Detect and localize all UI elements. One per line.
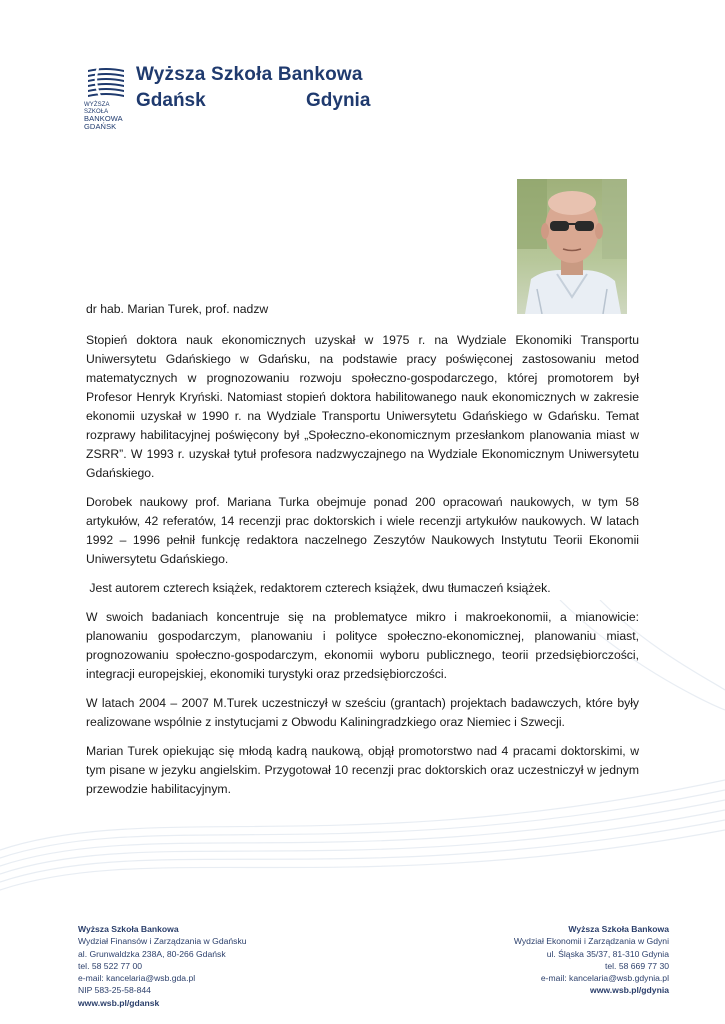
bio-paragraph: Dorobek naukowy prof. Mariana Turka obejmuje ponad 200 opracowań naukowych, w tym 58 artykułów, 42 referatów, 14 recenzji prac doktorskich i wiele recenzji artykułów naukowych. W latach 1992 – 1996 pełnił funkcję redaktora naczelnego Zeszytów Naukowych Instytutu Teorii Ekonomii Uniwersytetu Gdańskiego. bbox=[86, 495, 639, 566]
footer-phone: tel. 58 522 77 00 bbox=[78, 960, 143, 971]
school-logo bbox=[84, 64, 384, 131]
city-gdynia: Gdynia bbox=[306, 90, 371, 111]
footer-phone: tel. 58 669 77 30 bbox=[604, 960, 669, 971]
footer-gdansk bbox=[78, 923, 338, 1009]
footer-school-name: Wyższa Szkoła Bankowa bbox=[568, 924, 669, 934]
footer-gdynia bbox=[389, 923, 669, 997]
city-gdansk: Gdańsk bbox=[136, 90, 206, 111]
emblem-caption bbox=[84, 102, 128, 130]
biography-content bbox=[86, 300, 639, 809]
footer-email[interactable]: e-mail: kancelaria@wsb.gda.pl bbox=[78, 973, 196, 984]
bio-paragraph: W swoich badaniach koncentruje się na problematyce mikro i makroekonomii, a mianowicie: planowaniu gospodarczym, planowaniu i polityce społeczno-ekonomicznej, planowaniu miast, prognozowaniu społeczno-gospodarczym, ekonomii wyboru publicznego, teorii przedsiębiorczości, integracji europejskiej, ekonomiki turystyki oraz przedsiębiorczości. bbox=[86, 610, 639, 681]
footer-email[interactable]: e-mail: kancelaria@wsb.gdynia.pl bbox=[540, 973, 669, 984]
footer-address: al. Grunwaldzka 238A, 80-266 Gdańsk bbox=[78, 948, 226, 959]
school-name: Wyższa Szkoła Bankowa bbox=[136, 64, 363, 85]
footer-address: ul. Śląska 35/37, 81-310 Gdynia bbox=[546, 948, 669, 959]
footer-faculty: Wydział Ekonomii i Zarządzania w Gdyni bbox=[513, 936, 669, 947]
bio-paragraph: Marian Turek opiekując się młodą kadrą naukową, objął promotorstwo nad 4 pracami doktorskimi, w tym pisane w jezyku angielskim. Przygotował 10 recenzji prac doktorskich oraz uczestniczył w jednym przewodzie habilitacyjnym. bbox=[86, 744, 639, 796]
bio-paragraph: Stopień doktora nauk ekonomicznych uzyskał w 1975 r. na Wydziale Ekonomiki Transportu Uniwersytetu Gdańskiego w Gdańsku, na podstawie pracy poświęconej zastosowaniu metod matematycznych w prognozowaniu rozwoju społeczno-gospodarczego, której promotorem był Profesor Henryk Kryński. Natomiast stopień doktora habilitowanego nauk ekonomicznych w zakresie ekonomii uzyskał w 1990 r. na Wydziale Transportu Uniwersytetu Gdańskiego w Gdańsku. Temat rozprawy habilitacyjnej poświęcony był „Społeczno-ekonomicznym przesłankom planowania miast w ZSRR”. W 1993 r. uzyskał tytuł profesora nadzwyczajnego na Wydziale Ekonomicznym Uniwersytetu Gdańskiego. bbox=[86, 333, 639, 480]
footer-website-link[interactable]: www.wsb.pl/gdynia bbox=[590, 985, 669, 996]
emblem-line: BANKOWA bbox=[84, 114, 123, 123]
person-name: dr hab. Marian Turek, prof. nadzw bbox=[86, 302, 269, 316]
bio-paragraph: W latach 2004 – 2007 M.Turek uczestniczył w sześciu (grantach) projektach badawczych, które były realizowane wspólnie z instytucjami z Obwodu Kaliningradzkiego oraz Niemiec i Szwecji. bbox=[86, 696, 639, 729]
footer-nip: NIP 583-25-58-844 bbox=[78, 985, 151, 996]
footer-website-link[interactable]: www.wsb.pl/gdansk bbox=[78, 997, 160, 1008]
bio-paragraph: Jest autorem czterech książek, redaktorem czterech książek, dwu tłumaczeń książek. bbox=[86, 581, 551, 595]
emblem-line: GDAŃSK bbox=[84, 121, 117, 131]
portrait-photo bbox=[517, 179, 627, 314]
footer-faculty: Wydział Finansów i Zarządzania w Gdańsku bbox=[78, 936, 247, 947]
emblem-line: WYŻSZA SZKOŁA bbox=[84, 102, 110, 115]
footer-school-name: Wyższa Szkoła Bankowa bbox=[78, 924, 179, 934]
